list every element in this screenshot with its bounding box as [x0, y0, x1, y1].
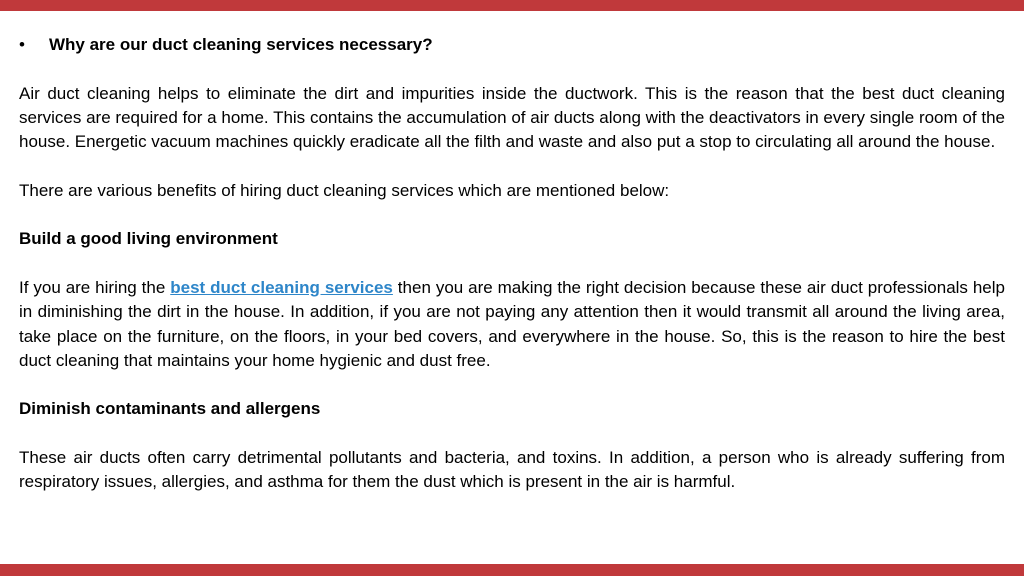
bottom-accent-bar — [0, 564, 1024, 576]
bullet-marker: • — [19, 35, 25, 54]
bullet-question — [19, 33, 1005, 57]
paragraph-living-environment-rest: then you are making the right decision because these air duct professionals help in diminishing the dirt in the house. In addition, if you are not paying any attention then it would transmit all around the living area, take place on the furniture, on the floors, in your bed covers, and everywhere in the house. So, this is the reason to hire the best duct cleaning that maintains your home hygienic and dust free. — [19, 277, 1005, 370]
top-accent-bar — [0, 0, 1024, 11]
paragraph-intro: Air duct cleaning helps to eliminate the dirt and impurities inside the ductwork. This is the reason that the best duct cleaning services are required for a home. This contains the accumulation of air ducts along with the deactivators in every single room of the house. Energetic vacuum machines quickly eradicate all the filth and waste and also put a stop to circulating all around the house. — [19, 83, 1005, 152]
paragraph-benefits-intro: There are various benefits of hiring duct cleaning services which are mentioned below: — [19, 180, 670, 200]
best-duct-cleaning-link[interactable]: best duct cleaning services — [170, 277, 393, 297]
paragraph-living-environment-start: If you are hiring the — [19, 277, 171, 297]
document-body — [19, 33, 1005, 495]
heading-contaminants: Diminish contaminants and allergens — [19, 399, 321, 419]
paragraph-contaminants: These air ducts often carry detrimental pollutants and bacteria, and toxins. In addition, a person who is already suffering from respiratory issues, allergies, and asthma for them the dust which is present in the air is harmful. — [19, 448, 1005, 492]
bullet-question-text: Why are our duct cleaning services necessary? — [49, 35, 433, 54]
paragraph-living-environment — [19, 276, 1005, 373]
heading-living-environment: Build a good living environment — [19, 229, 278, 249]
